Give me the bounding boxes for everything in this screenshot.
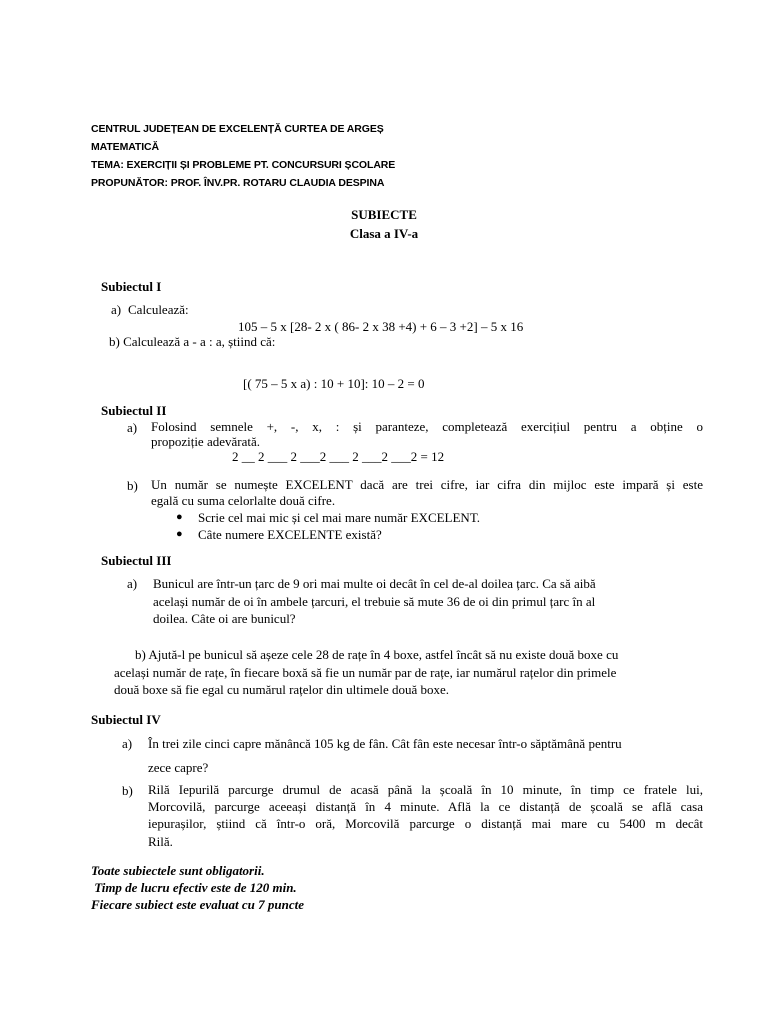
subject-4-a-line2: zece capre? — [148, 760, 209, 775]
subject-4-a-line1: În trei zile cinci capre mănâncă 105 kg de fân. Cât fân este necesar într-o săptămână pentru — [148, 736, 622, 751]
header-institution: CENTRUL JUDEȚEAN DE EXCELENȚĂ CURTEA DE ARGEȘ — [91, 123, 384, 135]
subject-4-b-label: b) — [122, 783, 133, 798]
subject-1-a-label: a) — [111, 302, 122, 317]
subject-2-b-label: b) — [127, 478, 138, 493]
subject-2-bullet-1: Scrie cel mai mic și cel mai mare număr EXCELENT. — [198, 510, 481, 525]
note-mandatory: Toate subiectele sunt obligatorii. — [91, 863, 265, 878]
subject-3-a-line3: doilea. Câte oi are bunicul? — [153, 611, 296, 626]
subject-4-b-line3: iepurașilor, știind că într-o oră, Morcovilă parcurge o distanță mai mare cu 5400 m decât — [148, 816, 703, 831]
bullet-icon: ● — [176, 511, 183, 523]
bullet-icon: ● — [176, 528, 183, 540]
subject-3-a-label: a) — [127, 576, 138, 591]
subject-3-a-line1: Bunicul are într-un țarc de 9 ori mai multe oi decât în cel de-al doilea țarc. Ca să aibă — [153, 576, 596, 591]
subject-4-b-line2: Morcovilă, parcurge aceeași distanță în 4 minute. Află la ce distanță de școală se află casa — [148, 799, 703, 814]
subject-2-b-line1: Un număr se numește EXCELENT dacă are trei cifre, iar cifra din mijloc este impară și este — [151, 477, 703, 492]
subject-1-heading: Subiectul I — [101, 279, 162, 294]
title-grade: Clasa a IV-a — [349, 226, 419, 241]
subject-2-bullet-2: Câte numere EXCELENTE există? — [198, 527, 382, 542]
subject-2-heading: Subiectul II — [101, 403, 167, 418]
header-author: PROPUNĂTOR: PROF. ÎNV.PR. ROTARU CLAUDIA DESPINA — [91, 177, 385, 189]
subject-4-heading: Subiectul IV — [91, 712, 161, 727]
subject-1-a-text: Calculează: — [128, 302, 189, 317]
subject-1-a-expression: 105 – 5 x [28- 2 x ( 86- 2 x 38 +4) + 6 – 3 +2] – 5 x 16 — [238, 319, 524, 334]
subject-3-a-line2: același număr de oi în ambele țarcuri, el trebuie să mute 36 de oi din primul țarc în al — [153, 594, 596, 609]
subject-1-b-text: b) Calculează a - a : a, știind că: — [109, 334, 276, 349]
subject-2-a-label: a) — [127, 420, 138, 435]
header-theme: TEMA: EXERCIȚII ȘI PROBLEME PT. CONCURSURI ȘCOLARE — [91, 159, 396, 171]
title-main: SUBIECTE — [351, 207, 417, 222]
header-subject: MATEMATICĂ — [91, 141, 160, 153]
subject-2-a-line2: propoziție adevărată. — [151, 434, 260, 449]
note-time: Timp de lucru efectiv este de 120 min. — [91, 880, 297, 895]
subject-4-b-line4: Rilă. — [148, 834, 173, 849]
subject-3-b-line2: același număr de rațe, în fiecare boxă să fie un număr par de rațe, iar numărul rațelor din primele — [114, 665, 617, 680]
subject-1-b-expression: [( 75 – 5 x a) : 10 + 10]: 10 – 2 = 0 — [243, 376, 425, 391]
subject-4-b-line1: Rilă Iepurilă parcurge drumul de acasă până la școală în 10 minute, în timp ce fratele lui, — [148, 782, 703, 797]
subject-2-b-line2: egală cu suma celorlalte două cifre. — [151, 493, 336, 508]
subject-2-a-line1: Folosind semnele +, -, x, : și paranteze, completează exercițiul pentru a obține o — [151, 419, 703, 434]
subject-3-b-line3: două boxe să fie egal cu numărul rațelor din ultimele două boxe. — [114, 682, 449, 697]
subject-3-heading: Subiectul III — [101, 553, 172, 568]
subject-2-a-expression: 2 __ 2 ___ 2 ___2 ___ 2 ___2 ___2 = 12 — [232, 449, 445, 464]
subject-3-b-line1: b) Ajută-l pe bunicul să așeze cele 28 de rațe în 4 boxe, astfel încât să nu existe două boxe cu — [135, 647, 619, 662]
subject-4-a-label: a) — [122, 736, 133, 751]
note-points: Fiecare subiect este evaluat cu 7 puncte — [91, 897, 305, 912]
